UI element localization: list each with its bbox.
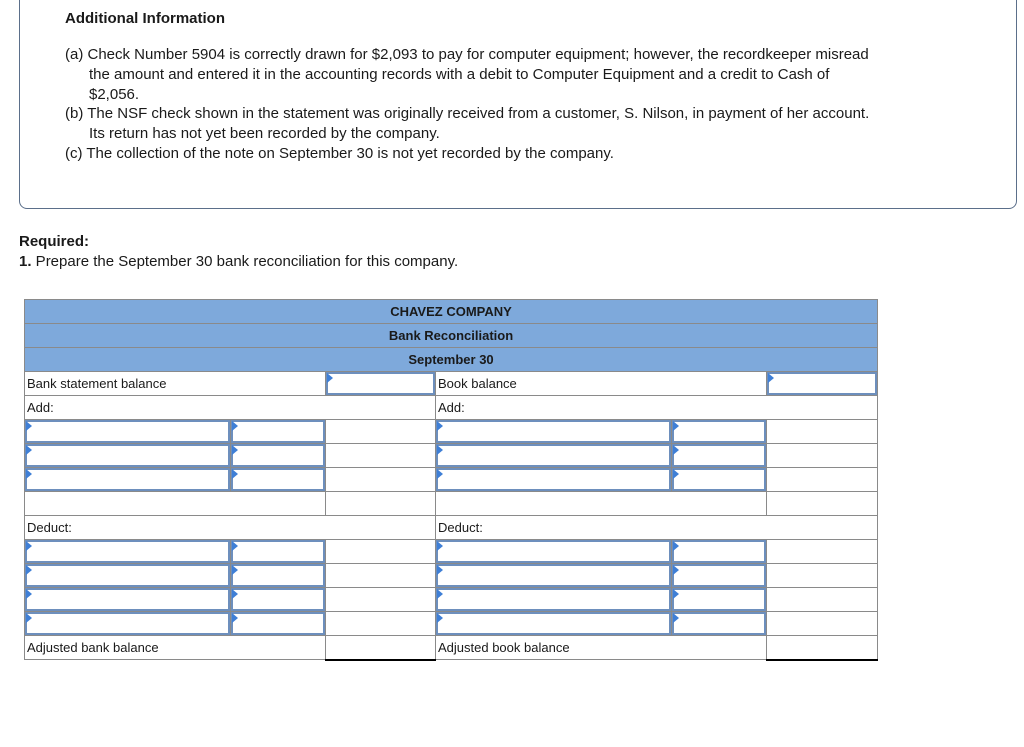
- input-flag-icon: [26, 541, 32, 551]
- company-name: CHAVEZ COMPANY: [25, 300, 878, 324]
- book-add-description-input[interactable]: [436, 468, 672, 492]
- required-item-1: [19, 253, 458, 270]
- input-flag-icon: [26, 445, 32, 455]
- bank-add-description-input[interactable]: [25, 420, 231, 444]
- statement-title: Bank Reconciliation: [25, 324, 878, 348]
- input-flag-icon: [232, 445, 238, 455]
- book-deduct-description-input[interactable]: [436, 540, 672, 564]
- info-item-b-line1: (b) The NSF check shown in the statement was originally received from a customer, S. Nilson, in payment of her account.: [65, 105, 870, 122]
- adjusted-book-balance-label: Adjusted book balance: [436, 636, 767, 660]
- book-deduct-label: Deduct:: [436, 516, 878, 540]
- empty-cell: [767, 468, 878, 492]
- input-flag-icon: [232, 469, 238, 479]
- input-flag-icon: [26, 565, 32, 575]
- empty-cell: [436, 492, 767, 516]
- input-flag-icon: [232, 589, 238, 599]
- empty-cell: [767, 612, 878, 636]
- adjusted-bank-balance-label: Adjusted bank balance: [25, 636, 326, 660]
- book-balance-input[interactable]: [767, 372, 878, 396]
- statement-date: September 30: [25, 348, 878, 372]
- bank-deduct-amount-input[interactable]: [231, 540, 326, 564]
- input-flag-icon: [768, 373, 774, 383]
- input-flag-icon: [673, 445, 679, 455]
- required-item-text: Prepare the September 30 bank reconciliation for this company.: [31, 253, 459, 270]
- input-flag-icon: [673, 589, 679, 599]
- bank-statement-balance-input[interactable]: [326, 372, 436, 396]
- empty-cell: [326, 444, 436, 468]
- bank-deduct-amount-input[interactable]: [231, 612, 326, 636]
- empty-cell: [767, 540, 878, 564]
- input-flag-icon: [437, 541, 443, 551]
- empty-cell: [326, 420, 436, 444]
- book-add-subtotal-cell: [767, 492, 878, 516]
- empty-cell: [326, 540, 436, 564]
- input-flag-icon: [232, 613, 238, 623]
- empty-cell: [326, 588, 436, 612]
- bank-deduct-description-input[interactable]: [25, 564, 231, 588]
- bank-add-subtotal-cell: [326, 492, 436, 516]
- bank-add-label: Add:: [25, 396, 436, 420]
- book-add-description-input[interactable]: [436, 444, 672, 468]
- book-deduct-amount-input[interactable]: [672, 588, 767, 612]
- input-flag-icon: [437, 613, 443, 623]
- book-add-amount-input[interactable]: [672, 444, 767, 468]
- bank-deduct-description-input[interactable]: [25, 540, 231, 564]
- bank-deduct-amount-input[interactable]: [231, 588, 326, 612]
- book-add-description-input[interactable]: [436, 420, 672, 444]
- input-flag-icon: [673, 613, 679, 623]
- book-add-label: Add:: [436, 396, 878, 420]
- additional-info-title: Additional Information: [65, 10, 225, 27]
- empty-cell: [326, 564, 436, 588]
- adjusted-bank-balance-value: [326, 636, 436, 660]
- bank-deduct-description-input[interactable]: [25, 612, 231, 636]
- bank-deduct-label: Deduct:: [25, 516, 436, 540]
- input-flag-icon: [673, 541, 679, 551]
- empty-cell: [326, 468, 436, 492]
- empty-cell: [767, 588, 878, 612]
- bank-deduct-amount-input[interactable]: [231, 564, 326, 588]
- info-item-a-line1: (a) Check Number 5904 is correctly drawn for $2,093 to pay for computer equipment; however, the recordkeeper misread: [65, 46, 869, 63]
- empty-cell: [326, 612, 436, 636]
- bank-add-amount-input[interactable]: [231, 468, 326, 492]
- empty-cell: [767, 564, 878, 588]
- info-item-a: [65, 45, 990, 105]
- input-flag-icon: [232, 541, 238, 551]
- required-heading: Required:: [19, 233, 90, 250]
- input-flag-icon: [26, 613, 32, 623]
- input-flag-icon: [26, 589, 32, 599]
- empty-cell: [767, 420, 878, 444]
- input-flag-icon: [26, 421, 32, 431]
- book-deduct-amount-input[interactable]: [672, 612, 767, 636]
- input-flag-icon: [26, 469, 32, 479]
- info-item-b: [65, 104, 990, 144]
- input-flag-icon: [673, 469, 679, 479]
- bank-add-amount-input[interactable]: [231, 420, 326, 444]
- input-flag-icon: [673, 421, 679, 431]
- book-deduct-description-input[interactable]: [436, 612, 672, 636]
- input-flag-icon: [437, 445, 443, 455]
- input-flag-icon: [673, 565, 679, 575]
- bank-reconciliation-table: [24, 299, 878, 661]
- book-deduct-amount-input[interactable]: [672, 540, 767, 564]
- adjusted-book-balance-value: [767, 636, 878, 660]
- bank-deduct-description-input[interactable]: [25, 588, 231, 612]
- book-deduct-description-input[interactable]: [436, 588, 672, 612]
- info-item-a-line2: the amount and entered it in the accounting records with a debit to Computer Equipment and a credit to Cash of: [89, 66, 830, 83]
- empty-cell: [767, 444, 878, 468]
- bank-statement-balance-label: Bank statement balance: [25, 372, 326, 396]
- input-flag-icon: [437, 565, 443, 575]
- book-add-amount-input[interactable]: [672, 420, 767, 444]
- book-deduct-amount-input[interactable]: [672, 564, 767, 588]
- input-flag-icon: [327, 373, 333, 383]
- info-item-b-line2: Its return has not yet been recorded by the company.: [89, 125, 440, 142]
- info-item-c: [65, 144, 990, 164]
- input-flag-icon: [437, 469, 443, 479]
- empty-cell: [25, 492, 326, 516]
- book-deduct-description-input[interactable]: [436, 564, 672, 588]
- info-item-a-line3: $2,056.: [89, 86, 140, 103]
- input-flag-icon: [232, 565, 238, 575]
- bank-add-description-input[interactable]: [25, 444, 231, 468]
- book-balance-label: Book balance: [436, 372, 767, 396]
- book-add-amount-input[interactable]: [672, 468, 767, 492]
- input-flag-icon: [232, 421, 238, 431]
- info-item-c-line1: (c) The collection of the note on September 30 is not yet recorded by the company.: [65, 145, 614, 162]
- bank-add-description-input[interactable]: [25, 468, 231, 492]
- input-flag-icon: [437, 421, 443, 431]
- required-item-number: 1.: [19, 253, 32, 270]
- bank-add-amount-input[interactable]: [231, 444, 326, 468]
- input-flag-icon: [437, 589, 443, 599]
